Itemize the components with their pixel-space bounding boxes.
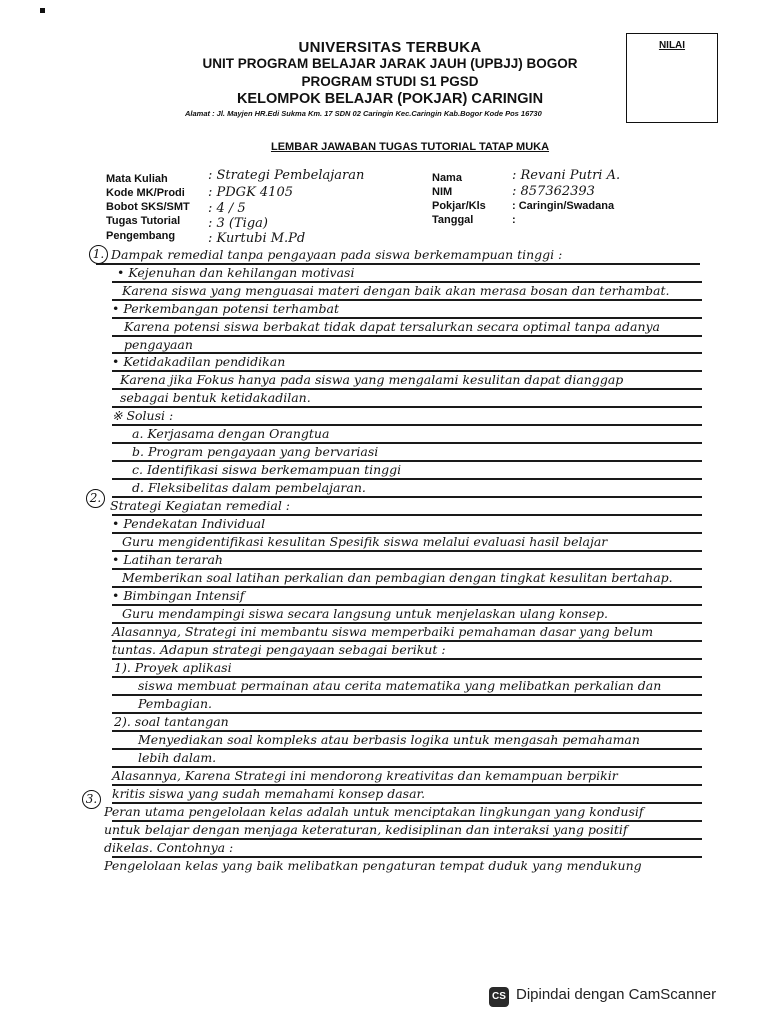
answer-line: 1). Proyek aplikasi [114, 660, 232, 675]
answer-line: b. Program pengayaan yang bervariasi [132, 444, 379, 459]
rule-line [112, 335, 702, 337]
answer-line: • Kejenuhan dan kehilangan motivasi [117, 265, 355, 280]
answer-line: kritis siswa yang sudah memahami konsep dasar. [112, 786, 426, 801]
label-nama: Nama [432, 172, 462, 184]
camscanner-logo-icon: CS [489, 987, 509, 1007]
value-tugas: : 3 (Tiga) [208, 216, 268, 231]
corner-mark [40, 8, 45, 13]
answer-line: Strategi Kegiatan remedial : [110, 498, 291, 513]
sheet-title: LEMBAR JAWABAN TUGAS TUTORIAL TATAP MUKA [270, 141, 550, 153]
answer-line: Menyediakan soal kompleks atau berbasis logika untuk mengasah pemahaman [138, 732, 640, 747]
answer-line: dikelas. Contohnya : [104, 840, 234, 855]
label-mata-kuliah: Mata Kuliah [106, 173, 168, 185]
answer-line: • Pendekatan Individual [112, 516, 266, 531]
value-mata-kuliah: : Strategi Pembelajaran [208, 168, 365, 183]
address: Alamat : Jl. Mayjen HR.Edi Sukma Km. 17 SDN 02 Caringin Kec.Caringin Kab.Bogor Kode Pos 16730 [185, 109, 542, 118]
answer-line: Guru mendampingi siswa secara langsung untuk menjelaskan ulang konsep. [122, 606, 608, 621]
answer-line: a. Kerjasama dengan Orangtua [132, 426, 330, 441]
unit-name: UNIT PROGRAM BELAJAR JARAK JAUH (UPBJJ) BOGOR [202, 56, 578, 71]
answer-line: d. Fleksibelitas dalam pembelajaran. [132, 480, 366, 495]
answer-line: Dampak remedial tanpa pengayaan pada siswa berkemampuan tinggi : [111, 247, 563, 262]
answer-line: c. Identifikasi siswa berkemampuan tinggi [132, 462, 402, 477]
label-nim: NIM [432, 186, 453, 198]
answer-line: untuk belajar dengan menjaga keteraturan, kedisiplinan dan interaksi yang positif [104, 822, 628, 837]
answer-line: Karena siswa yang menguasai materi dengan baik akan merasa bosan dan terhambat. [122, 283, 670, 298]
answer-line: • Perkembangan potensi terhambat [112, 301, 339, 316]
answer-line: • Ketidakadilan pendidikan [112, 354, 286, 369]
answer-line: • Latihan terarah [112, 552, 223, 567]
answer-line: pengayaan [124, 337, 193, 352]
value-pengembang: : Kurtubi M.Pd [208, 231, 306, 246]
answer-line: Pengelolaan kelas yang baik melibatkan pengaturan tempat duduk yang mendukung [104, 858, 642, 873]
rule-line [112, 406, 702, 408]
answer-line: Peran utama pengelolaan kelas adalah untuk menciptakan lingkungan yang kondusif [104, 804, 644, 819]
answer-line: Memberikan soal latihan perkalian dan pembagian dengan tingkat kesulitan bertahap. [122, 570, 673, 585]
answer-line: Alasannya, Karena Strategi ini mendorong kreativitas dan kemampuan berpikir [112, 768, 618, 783]
answer-line: Guru mengidentifikasi kesulitan Spesifik siswa melalui evaluasi hasil belajar [122, 534, 608, 549]
question-number-3: 3. [82, 790, 101, 809]
answer-line: • Bimbingan Intensif [112, 588, 245, 603]
value-nim: : 857362393 [512, 184, 595, 199]
grade-label: NILAI [658, 40, 686, 51]
value-kode: : PDGK 4105 [208, 185, 293, 200]
label-pengembang: Pengembang [106, 230, 176, 242]
answer-line: tuntas. Adapun strategi pengayaan sebagai berikut : [112, 642, 446, 657]
answer-line: ※ Solusi : [112, 408, 174, 423]
answer-line: 2). soal tantangan [114, 714, 229, 729]
value-pokjar: : Caringin/Swadana [512, 200, 615, 212]
question-number-1: 1. [89, 245, 108, 264]
camscanner-watermark: Dipindai dengan CamScanner [516, 986, 717, 1003]
answer-line: Karena jika Fokus hanya pada siswa yang mengalami kesulitan dapat dianggap [120, 372, 624, 387]
answer-line: Pembagian. [138, 696, 213, 711]
answer-line: Karena potensi siswa berbakat tidak dapat tersalurkan secara optimal tanpa adanya [124, 319, 661, 334]
label-bobot: Bobot SKS/SMT [106, 201, 190, 213]
value-bobot: : 4 / 5 [208, 201, 246, 216]
label-pokjar: Pokjar/Kls [432, 200, 486, 212]
answer-line: siswa membuat permainan atau cerita matematika yang melibatkan perkalian dan [138, 678, 662, 693]
label-kode: Kode MK/Prodi [106, 187, 185, 199]
university-name: UNIVERSITAS TERBUKA [298, 39, 482, 56]
value-nama: : Revani Putri A. [512, 168, 621, 183]
label-tugas: Tugas Tutorial [106, 215, 181, 227]
answer-line: lebih dalam. [138, 750, 217, 765]
question-number-2: 2. [86, 489, 105, 508]
group-name: KELOMPOK BELAJAR (POKJAR) CARINGIN [236, 91, 544, 107]
label-tanggal: Tanggal [432, 214, 474, 226]
answer-line: sebagai bentuk ketidakadilan. [120, 390, 311, 405]
answer-line: Alasannya, Strategi ini membantu siswa memperbaiki pemahaman dasar yang belum [112, 624, 654, 639]
grade-box [626, 33, 718, 123]
program-name: PROGRAM STUDI S1 PGSD [301, 74, 479, 89]
value-tanggal: : [512, 214, 516, 226]
